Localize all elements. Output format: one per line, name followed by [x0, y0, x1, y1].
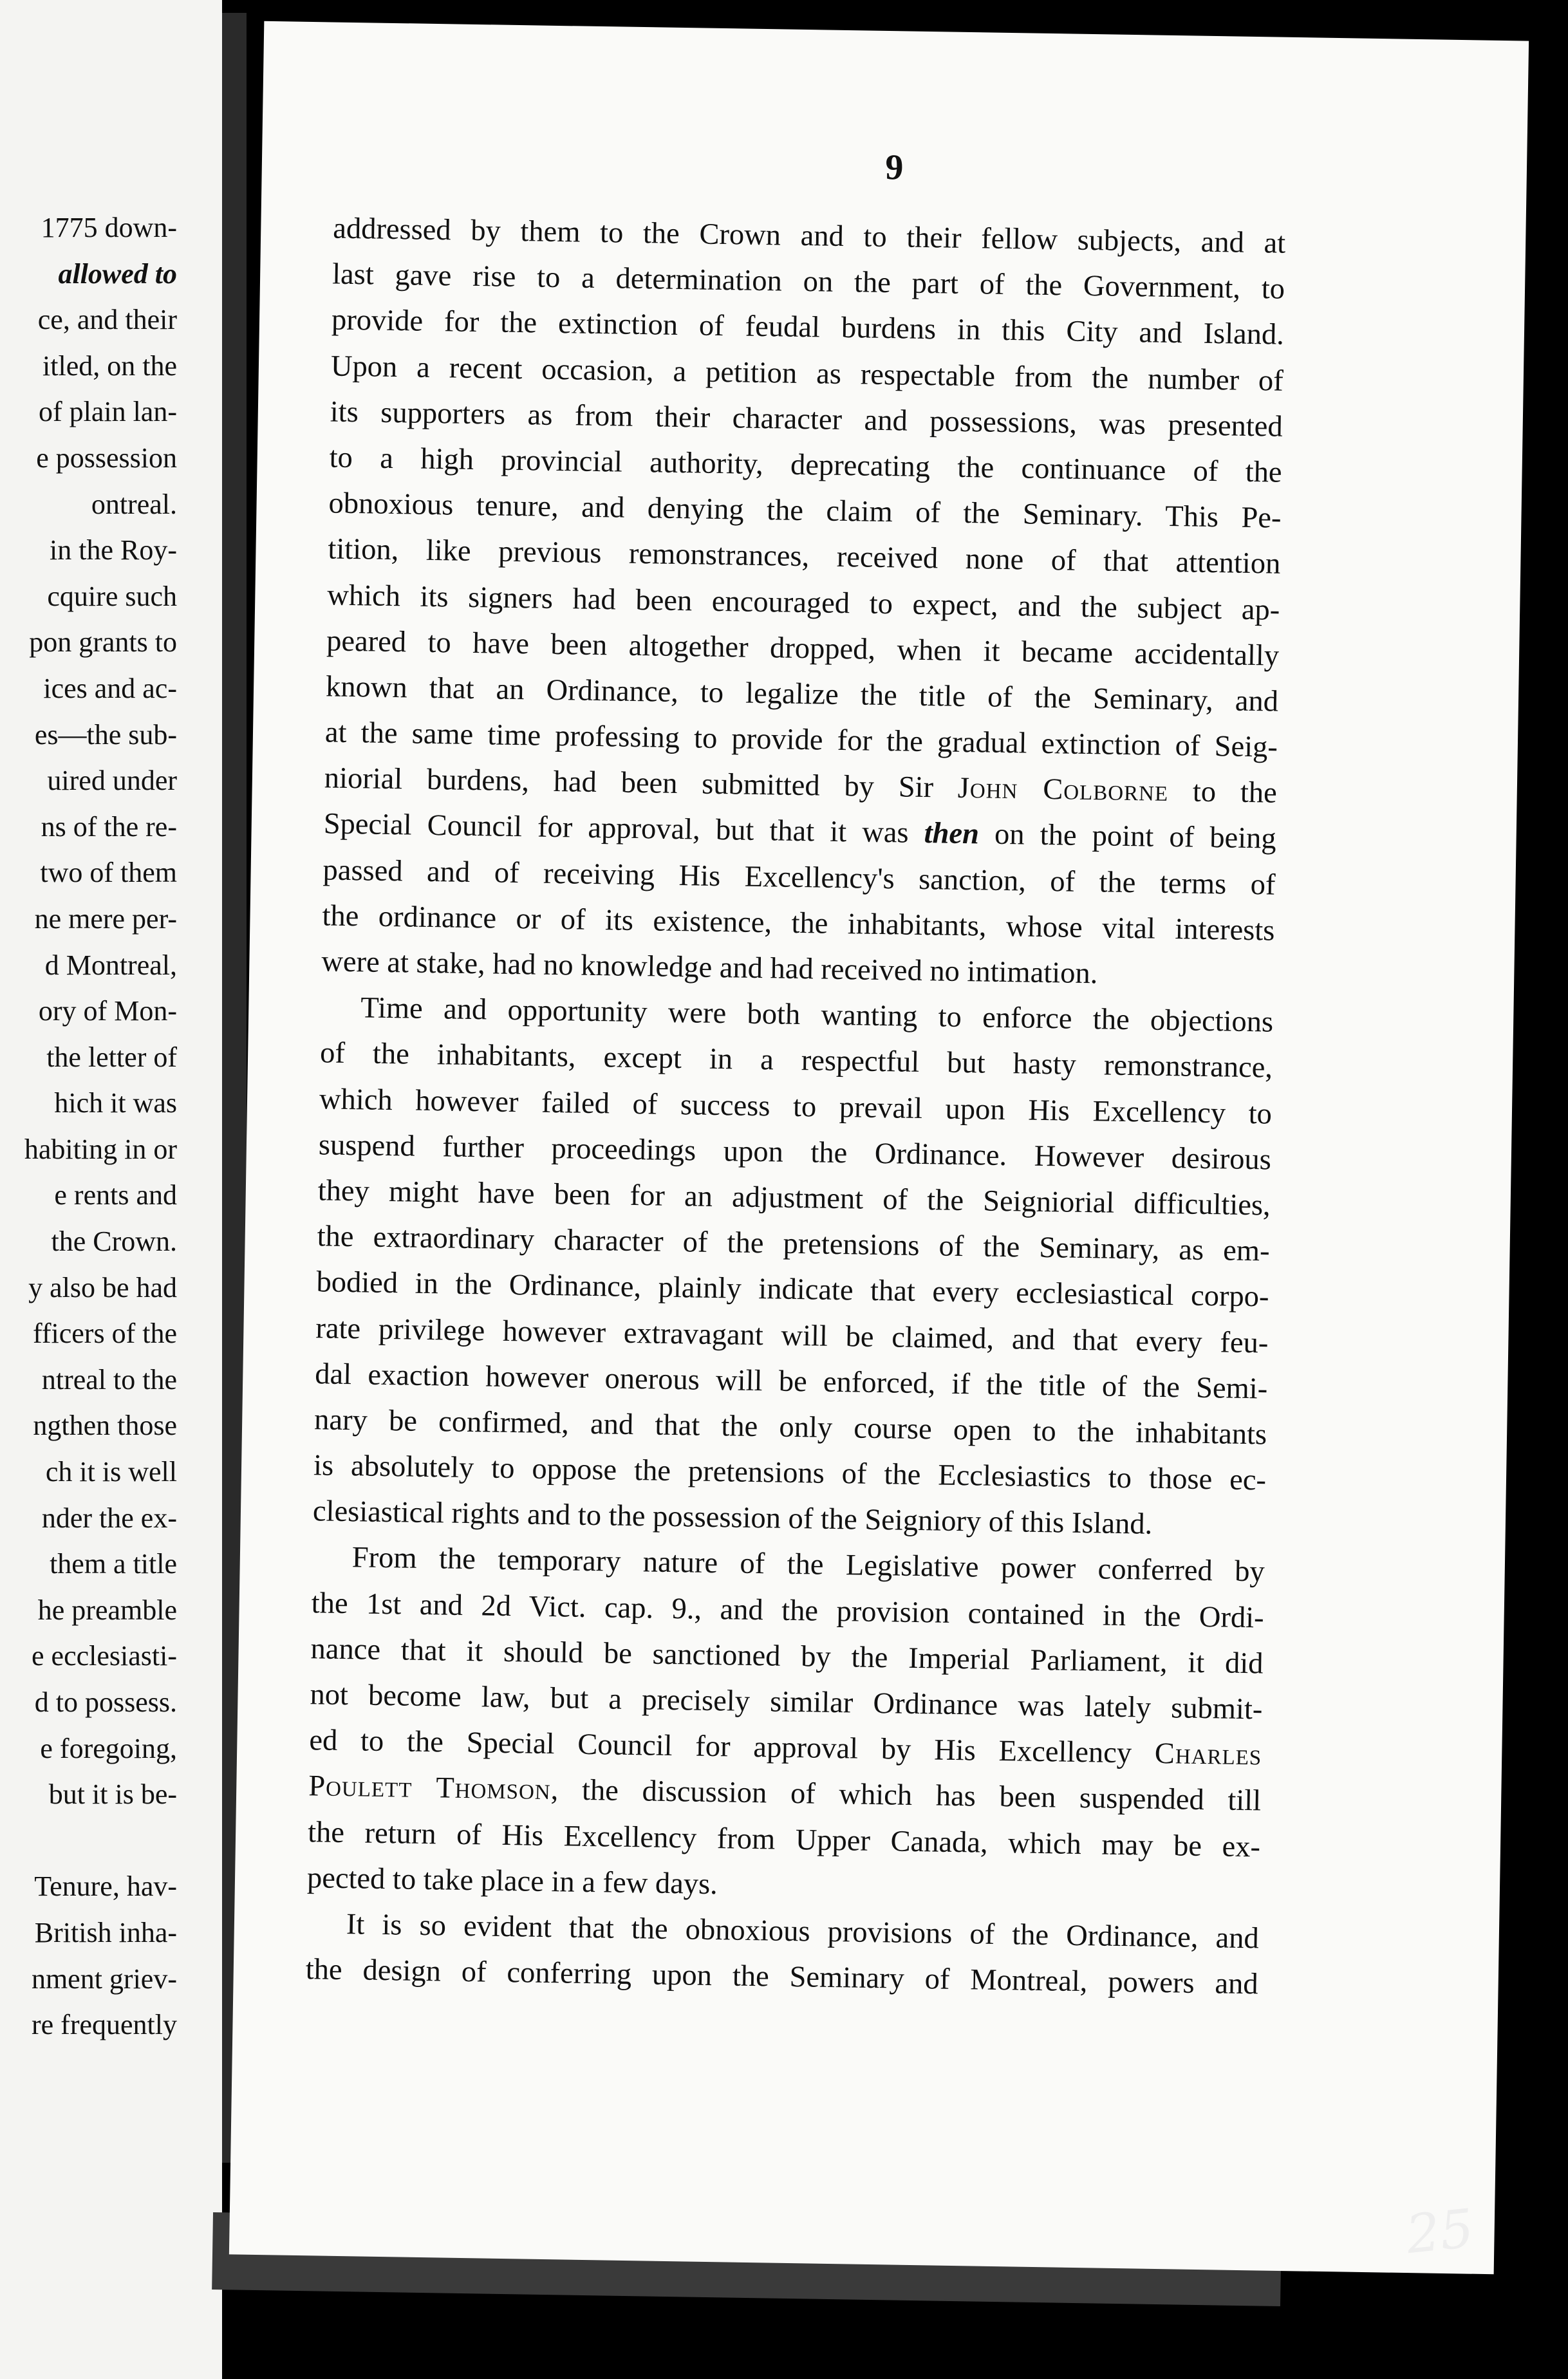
left-line: y also be had — [28, 1271, 177, 1303]
text-line: the ordinance or of its existence, the inhabitants, whose vital interests — [322, 899, 1275, 947]
text-line: nary be confirmed, and that the only course open to the inhabitants — [313, 1403, 1267, 1451]
text-line: From the temporary nature of the Legislative power conferred by — [351, 1541, 1265, 1589]
text-line: peared to have been altogether dropped, when it became accidentally — [326, 624, 1280, 673]
name-john-colborne: John Colborne — [957, 772, 1169, 808]
text-line: the design of conferring upon the Seminary of Montreal, powers and — [305, 1953, 1259, 2001]
left-line: British inha- — [34, 1916, 177, 1948]
left-line: ns of the re- — [41, 810, 177, 843]
text-line: known that an Ordinance, to legalize the title of the Seminary, and — [325, 670, 1279, 718]
page-number: 9 — [884, 147, 904, 188]
left-line: es—the sub- — [34, 718, 177, 751]
text-line: Upon a recent occasion, a petition as respectable from the number of — [330, 350, 1284, 398]
left-line: ce, and their — [37, 304, 177, 336]
text-line: to a high provincial authority, deprecating the continuance of the — [329, 441, 1282, 489]
text-line: which however failed of success to prevail upon His Excellency to — [319, 1082, 1273, 1131]
left-line: hich it was — [54, 1087, 177, 1119]
text-line: nance that it should be sanctioned by the Imperial Parliament, it did — [310, 1632, 1264, 1681]
left-line: e rents and — [54, 1179, 177, 1211]
text-line: tition, like previous remonstrances, received none of that attention — [328, 532, 1281, 581]
text-line: pected to take place in a few days. — [306, 1861, 718, 1901]
text-line: passed and of receiving His Excellency's sanction, of the terms of — [322, 854, 1276, 902]
line-end: , the discussion of which has been suspended till — [550, 1773, 1262, 1818]
text-line: suspend further proceedings upon the Ordinance. However desirous — [318, 1128, 1272, 1177]
left-line: cquire such — [47, 580, 177, 612]
main-page — [229, 21, 1529, 2274]
text-line: last gave rise to a determination on the part of the Government, to — [331, 257, 1285, 306]
left-line: two of them — [40, 857, 177, 889]
left-line: ntreal to the — [41, 1363, 177, 1395]
text-line: were at stake, had no knowledge and had received no intimation. — [321, 945, 1098, 991]
left-line: itled, on the — [42, 350, 177, 382]
left-line: pon grants to — [29, 626, 177, 658]
text-line: obnoxious tenure, and denying the claim of the Seminary. This Pe- — [328, 487, 1282, 535]
left-line: ngthen those — [33, 1410, 177, 1442]
left-line: uired under — [47, 765, 177, 797]
name-poulett-thomson: Poulett Thomson — [308, 1769, 552, 1807]
left-page-text — [0, 205, 222, 2048]
text-line: It is so evident that the obnoxious provisions of the Ordinance, and — [346, 1908, 1260, 1955]
left-line: ch it is well — [45, 1456, 177, 1488]
body-text — [305, 206, 1285, 2008]
line-start: Special Council for approval, but that it was — [323, 807, 925, 850]
left-line: in the Roy- — [50, 534, 177, 566]
left-line: Tenure, hav- — [34, 1871, 177, 1903]
italic-then: then — [924, 817, 980, 851]
text-line: Time and opportunity were both wanting to enforce the objections — [360, 991, 1274, 1039]
left-line: the Crown. — [51, 1226, 177, 1258]
left-line — [0, 1818, 222, 1864]
left-line: ory of Mon- — [38, 995, 177, 1027]
line-end: on the point of being — [978, 817, 1277, 856]
name-charles: Charles — [1154, 1737, 1262, 1772]
text-line: addressed by them to the Crown and to their fellow subjects, and at — [332, 212, 1286, 260]
text-line: clesiastical rights and to the possession of the Seigniory of this Island. — [312, 1495, 1153, 1541]
left-line: re frequently — [32, 2009, 177, 2041]
left-line: e foregoing, — [40, 1732, 177, 1764]
left-line: e ecclesiasti- — [32, 1640, 177, 1672]
left-line: 1775 down- — [41, 212, 177, 243]
text-line: which its signers had been encouraged to expect, and the subject ap- — [326, 578, 1280, 627]
text-line: the return of His Excellency from Upper Canada, which may be ex- — [307, 1815, 1261, 1863]
line-end: to the — [1168, 775, 1278, 810]
text-line: the 1st and 2d Vict. cap. 9., and the provision contained in the Ordi- — [311, 1586, 1264, 1635]
text-line: at the same time professing to provide for the gradual extinction of Seig- — [324, 716, 1278, 764]
left-line: ne mere per- — [34, 902, 177, 935]
left-line: ontreal. — [91, 488, 177, 520]
text-line: they might have been for an adjustment of the Seigniorial difficulties, — [317, 1174, 1271, 1222]
line-start: ed to the Special Council for approval by His Excellency — [309, 1724, 1155, 1771]
left-line: the letter of — [46, 1041, 177, 1073]
left-line — [0, 251, 222, 297]
text-line: its supporters as from their character and possessions, was presented — [330, 395, 1283, 443]
left-line: ices and ac- — [43, 672, 177, 704]
folio-mark: 25 — [1403, 2197, 1477, 2266]
text-line: bodied in the Ordinance, plainly indicate that every ecclesiastical corpo- — [316, 1265, 1269, 1314]
text-line: dal exaction however onerous will be enforced, if the title of the Semi- — [314, 1357, 1268, 1406]
text-line: rate privilege however extravagant will be claimed, and that every feu- — [315, 1311, 1269, 1360]
left-line: d to possess. — [34, 1686, 177, 1718]
left-line-italic: allowed to — [58, 257, 177, 290]
left-line: of plain lan- — [38, 396, 177, 428]
left-line: them a title — [50, 1548, 177, 1580]
text-line: the extraordinary character of the pretensions of the Seminary, as em- — [317, 1220, 1270, 1268]
left-line: d Montreal, — [44, 949, 177, 981]
left-line: fficers of the — [33, 1318, 177, 1350]
text-line: not become law, but a precisely similar Ordinance was lately submit- — [310, 1678, 1263, 1726]
line-start: niorial burdens, had been submitted by Sir — [324, 761, 958, 805]
left-page — [0, 0, 222, 2379]
text-line: is absolutely to oppose the pretensions of the Ecclesiastics to those ec- — [313, 1449, 1267, 1497]
left-line: nder the ex- — [41, 1502, 177, 1534]
left-line: but it is be- — [48, 1778, 177, 1811]
left-line: he preamble — [37, 1594, 177, 1626]
left-line: nment griev- — [31, 1963, 177, 1995]
text-line: of the inhabitants, except in a respectful but hasty remonstrance, — [319, 1036, 1273, 1085]
left-line: e possession — [36, 442, 177, 474]
text-line: provide for the extinction of feudal burdens in this City and Island. — [331, 303, 1285, 352]
left-line: habiting in or — [24, 1133, 177, 1165]
